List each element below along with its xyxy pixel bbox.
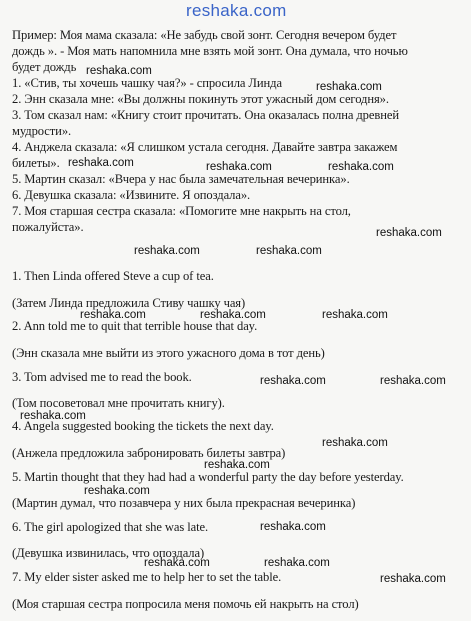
watermark: reshaka.com	[316, 81, 382, 93]
answer-4-en: 4. Angela suggested booking the tickets the next day.	[12, 419, 274, 433]
watermark: reshaka.com	[84, 485, 150, 497]
sentence-3-cont: мудрости».	[12, 124, 72, 138]
header-watermark: reshaka.com	[186, 1, 287, 20]
answer-2-en: 2. Ann told me to quit that terrible house that day.	[12, 319, 258, 333]
answer-4-ru: (Анжела предложила забронировать билеты завтра)	[12, 446, 286, 460]
answer-6-ru: (Девушка извинилась, что опоздала)	[12, 546, 205, 560]
answer-2-ru: (Энн сказала мне выйти из этого ужасного дома в тот день)	[12, 346, 325, 360]
watermark: reshaka.com	[322, 309, 388, 321]
answer-3-en: 3. Tom advised me to read the book.	[12, 370, 192, 384]
watermark: reshaka.com	[86, 65, 152, 77]
sentence-4: 4. Анджела сказала: «Я слишком устала сегодня. Давайте завтра закажем	[12, 140, 398, 154]
example-line-3: будет дождь	[12, 60, 77, 74]
example-line-2: дождь ». - Моя мать напомнила мне взять мой зонт. Она думала, что ночью	[12, 44, 408, 58]
answer-7-en: 7. My elder sister asked me to help her to set the table.	[12, 570, 282, 584]
sentence-2: 2. Энн сказала мне: «Вы должны покинуть этот ужасный дом сегодня».	[12, 92, 389, 106]
watermark: reshaka.com	[376, 227, 442, 239]
watermark: reshaka.com	[322, 437, 388, 449]
answer-3-ru: (Том посоветовал мне прочитать книгу).	[12, 396, 225, 410]
sentence-7: 7. Моя старшая сестра сказала: «Помогите мне накрыть на стол,	[12, 204, 351, 218]
sentence-3: 3. Том сказал нам: «Книгу стоит прочитать. Она оказалась полна древней	[12, 108, 399, 122]
watermark: reshaka.com	[134, 245, 200, 257]
watermark: reshaka.com	[68, 157, 134, 169]
watermark: reshaka.com	[380, 375, 446, 387]
sentence-5: 5. Мартин сказал: «Вчера у нас была замечательная вечеринка».	[12, 172, 350, 186]
watermark: reshaka.com	[20, 410, 86, 422]
watermark: reshaka.com	[264, 557, 330, 569]
watermark: reshaka.com	[380, 573, 446, 585]
watermark: reshaka.com	[144, 557, 210, 569]
sentence-6: 6. Девушка сказала: «Извините. Я опоздала».	[12, 188, 251, 202]
sentence-1: 1. «Стив, ты хочешь чашку чая?» - спросила Линда	[12, 76, 282, 90]
watermark: reshaka.com	[256, 245, 322, 257]
sentence-7-cont: пожалуйста».	[12, 220, 84, 234]
answer-1-ru: (Затем Линда предложила Стиву чашку чая)	[12, 296, 246, 310]
watermark: reshaka.com	[200, 309, 266, 321]
watermark: reshaka.com	[80, 309, 146, 321]
answer-6-en: 6. The girl apologized that she was late.	[12, 520, 209, 534]
example-line-1: Пример: Моя мама сказала: «Не забудь свой зонт. Сегодня вечером будет	[12, 28, 397, 42]
watermark: reshaka.com	[206, 161, 272, 173]
sentence-4-cont: билеты».	[12, 156, 60, 170]
watermark: reshaka.com	[260, 521, 326, 533]
answer-7-ru: (Моя старшая сестра попросила меня помочь ей накрыть на стол)	[12, 597, 359, 611]
answer-5-en: 5. Martin thought that they had had a wonderful party the day before yesterday.	[12, 470, 404, 484]
watermark: reshaka.com	[260, 375, 326, 387]
watermark: reshaka.com	[204, 459, 270, 471]
answer-1-en: 1. Then Linda offered Steve a cup of tea.	[12, 269, 214, 283]
watermark: reshaka.com	[328, 161, 394, 173]
answer-5-ru: (Мартин думал, что позавчера у них была прекрасная вечеринка)	[12, 496, 356, 510]
